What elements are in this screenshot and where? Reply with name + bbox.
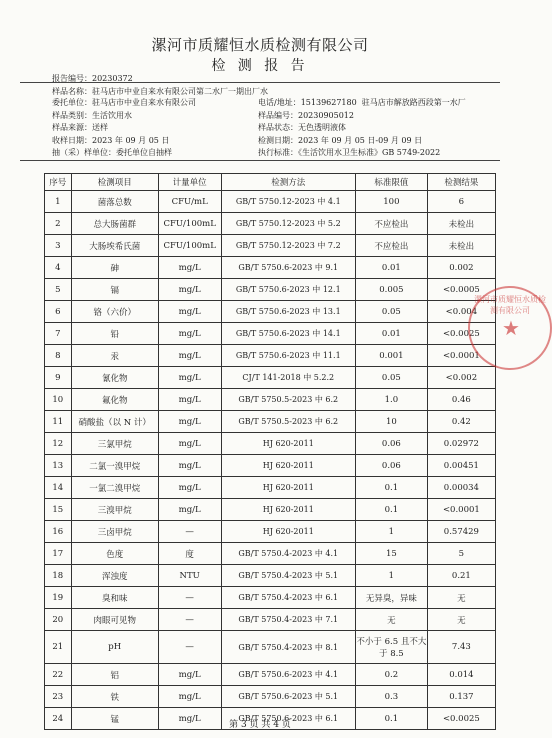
table-row — [45, 411, 496, 433]
cell-no: 6 — [45, 301, 72, 323]
cell-limit: 1 — [355, 565, 427, 587]
table-header-row — [45, 174, 496, 191]
cell-result: 5 — [427, 543, 495, 565]
cell-result: 0.42 — [427, 411, 495, 433]
cell-result: 6 — [427, 191, 495, 213]
sampling-unit — [52, 147, 172, 158]
cell-no: 2 — [45, 213, 72, 235]
cell-no: 19 — [45, 587, 72, 609]
cell-unit: — — [158, 521, 221, 543]
cell-no: 1 — [45, 191, 72, 213]
cell-item: 铁 — [71, 686, 158, 708]
info-divider — [20, 160, 500, 161]
cell-limit: 15 — [355, 543, 427, 565]
sample-name-label: 样品名称： — [52, 87, 92, 96]
table-row — [45, 609, 496, 631]
cell-unit: mg/L — [158, 367, 221, 389]
cell-method: GB/T 5750.5-2023 中 6.2 — [221, 411, 355, 433]
cell-method: HJ 620-2011 — [221, 455, 355, 477]
test-date — [258, 135, 422, 146]
cell-limit: 0.005 — [355, 279, 427, 301]
cell-result: <0.0025 — [427, 708, 495, 730]
cell-method: GB/T 5750.6-2023 中 12.1 — [221, 279, 355, 301]
cell-method: HJ 620-2011 — [221, 433, 355, 455]
cell-method: GB/T 5750.12-2023 中 5.2 — [221, 213, 355, 235]
sample-state — [258, 122, 346, 133]
cell-item: 汞 — [71, 345, 158, 367]
sample-type-label: 样品类别： — [52, 111, 92, 120]
cell-item: 铅 — [71, 323, 158, 345]
cell-limit: 0.1 — [355, 708, 427, 730]
cell-unit: mg/L — [158, 455, 221, 477]
receive-date-value: 2023 年 09 月 05 日 — [92, 136, 170, 145]
cell-limit: 0.3 — [355, 686, 427, 708]
seal-text: 漯河市质耀恒水质检测有限公司 — [474, 295, 546, 315]
cell-method: GB/T 5750.6-2023 中 9.1 — [221, 257, 355, 279]
cell-limit: 0.1 — [355, 477, 427, 499]
cell-no: 9 — [45, 367, 72, 389]
cell-limit: 0.01 — [355, 257, 427, 279]
phone-value: 15139627180 — [300, 98, 357, 107]
cell-unit: mg/L — [158, 301, 221, 323]
cell-result: 7.43 — [427, 631, 495, 664]
cell-method: GB/T 5750.6-2023 中 14.1 — [221, 323, 355, 345]
cell-no: 7 — [45, 323, 72, 345]
sample-name — [52, 86, 268, 97]
table-row — [45, 279, 496, 301]
cell-result: <0.002 — [427, 367, 495, 389]
table-row — [45, 367, 496, 389]
cell-result: 0.00034 — [427, 477, 495, 499]
cell-no: 3 — [45, 235, 72, 257]
cell-no: 14 — [45, 477, 72, 499]
cell-result: 0.57429 — [427, 521, 495, 543]
cell-unit: mg/L — [158, 433, 221, 455]
cell-item: 氟化物 — [71, 389, 158, 411]
results-table — [44, 173, 496, 730]
cell-limit: 0.05 — [355, 367, 427, 389]
cell-unit: mg/L — [158, 411, 221, 433]
test-date-label: 检测日期： — [258, 136, 298, 145]
cell-item: 二氯一溴甲烷 — [71, 455, 158, 477]
cell-limit: 无 — [355, 609, 427, 631]
cell-method: GB/T 5750.6-2023 中 6.1 — [221, 708, 355, 730]
cell-unit: mg/L — [158, 708, 221, 730]
cell-limit: 0.05 — [355, 301, 427, 323]
company-seal — [468, 286, 552, 370]
top-divider — [20, 82, 500, 83]
cell-result: 0.002 — [427, 257, 495, 279]
table-row — [45, 686, 496, 708]
cell-limit: 0.06 — [355, 433, 427, 455]
cell-item: 臭和味 — [71, 587, 158, 609]
cell-unit: CFU/100mL — [158, 213, 221, 235]
cell-no: 16 — [45, 521, 72, 543]
cell-limit: 0.1 — [355, 499, 427, 521]
cell-method: HJ 620-2011 — [221, 521, 355, 543]
receive-date — [52, 135, 169, 146]
table-row — [45, 543, 496, 565]
cell-result: 0.014 — [427, 664, 495, 686]
test-date-value: 2023 年 09 月 05 日-09 月 09 日 — [298, 136, 423, 145]
cell-result: <0.0001 — [427, 345, 495, 367]
cell-unit: mg/L — [158, 257, 221, 279]
sample-state-label: 样品状态： — [258, 123, 298, 132]
cell-limit: 0.2 — [355, 664, 427, 686]
table-row — [45, 191, 496, 213]
col-item-header: 检测项目 — [71, 174, 158, 191]
sample-number-label: 样品编号： — [258, 111, 298, 120]
cell-item: 铝 — [71, 664, 158, 686]
cell-result: 未检出 — [427, 235, 495, 257]
table-row — [45, 499, 496, 521]
cell-item: 锰 — [71, 708, 158, 730]
cell-unit: mg/L — [158, 477, 221, 499]
cell-no: 5 — [45, 279, 72, 301]
cell-limit: 1 — [355, 521, 427, 543]
cell-unit: mg/L — [158, 664, 221, 686]
cell-method: GB/T 5750.4-2023 中 8.1 — [221, 631, 355, 664]
table-row — [45, 587, 496, 609]
col-result-header: 检测结果 — [427, 174, 495, 191]
cell-item: 氰化物 — [71, 367, 158, 389]
cell-item: 一氯二溴甲烷 — [71, 477, 158, 499]
phone-address-label: 电话/地址： — [258, 98, 301, 107]
cell-method: GB/T 5750.6-2023 中 5.1 — [221, 686, 355, 708]
cell-method: GB/T 5750.6-2023 中 13.1 — [221, 301, 355, 323]
report-number-label: 报告编号： — [52, 74, 92, 83]
cell-method: GB/T 5750.4-2023 中 6.1 — [221, 587, 355, 609]
cell-no: 13 — [45, 455, 72, 477]
sampling-unit-value: 委托单位自抽样 — [116, 148, 172, 157]
table-row — [45, 345, 496, 367]
cell-unit: mg/L — [158, 279, 221, 301]
cell-method: GB/T 5750.5-2023 中 6.2 — [221, 389, 355, 411]
cell-unit: — — [158, 609, 221, 631]
sample-type — [52, 110, 132, 121]
sample-source-value: 送样 — [92, 123, 108, 132]
cell-result: <0.004 — [427, 301, 495, 323]
cell-limit: 不小于 6.5 且不大于 8.5 — [355, 631, 427, 664]
cell-unit: mg/L — [158, 345, 221, 367]
table-row — [45, 433, 496, 455]
cell-no: 23 — [45, 686, 72, 708]
table-row — [45, 323, 496, 345]
cell-item: 三卤甲烷 — [71, 521, 158, 543]
cell-item: pH — [71, 631, 158, 664]
company-title: 漯河市质耀恒水质检测有限公司 — [151, 36, 369, 54]
cell-result: <0.0005 — [427, 279, 495, 301]
cell-no: 12 — [45, 433, 72, 455]
cell-no: 4 — [45, 257, 72, 279]
cell-method: GB/T 5750.6-2023 中 11.1 — [221, 345, 355, 367]
cell-unit: NTU — [158, 565, 221, 587]
table-row — [45, 477, 496, 499]
table-row — [45, 521, 496, 543]
client — [52, 97, 196, 108]
sample-state-value: 无色透明液体 — [298, 123, 346, 132]
cell-no: 11 — [45, 411, 72, 433]
standard — [258, 147, 440, 158]
address-value: 驻马店市解放路西段第一水厂 — [361, 98, 466, 107]
cell-item: 肉眼可见物 — [71, 609, 158, 631]
cell-item: 三溴甲烷 — [71, 499, 158, 521]
cell-no: 17 — [45, 543, 72, 565]
cell-result: 0.21 — [427, 565, 495, 587]
cell-unit: CFU/100mL — [158, 235, 221, 257]
cell-unit: mg/L — [158, 389, 221, 411]
cell-no: 8 — [45, 345, 72, 367]
cell-result: 无 — [427, 609, 495, 631]
table-row — [45, 389, 496, 411]
cell-item: 砷 — [71, 257, 158, 279]
client-value: 驻马店市中业自来水有限公司 — [92, 98, 196, 107]
cell-no: 22 — [45, 664, 72, 686]
cell-no: 18 — [45, 565, 72, 587]
cell-result: 0.46 — [427, 389, 495, 411]
cell-unit: mg/L — [158, 686, 221, 708]
cell-result: 0.00451 — [427, 455, 495, 477]
cell-limit: 不应检出 — [355, 213, 427, 235]
sample-type-value: 生活饮用水 — [92, 111, 132, 120]
cell-result: <0.0001 — [427, 499, 495, 521]
col-limit-header: 标准限值 — [355, 174, 427, 191]
cell-limit: 不应检出 — [355, 235, 427, 257]
cell-limit: 10 — [355, 411, 427, 433]
cell-no: 20 — [45, 609, 72, 631]
cell-method: GB/T 5750.12-2023 中 4.1 — [221, 191, 355, 213]
cell-method: GB/T 5750.4-2023 中 7.1 — [221, 609, 355, 631]
cell-method: HJ 620-2011 — [221, 477, 355, 499]
cell-method: HJ 620-2011 — [221, 499, 355, 521]
col-method-header: 检测方法 — [221, 174, 355, 191]
cell-limit: 0.01 — [355, 323, 427, 345]
sampling-unit-label: 抽（采）样单位： — [52, 148, 116, 157]
cell-no: 10 — [45, 389, 72, 411]
standard-value: 《生活饮用水卫生标准》GB 5749-2022 — [298, 148, 441, 157]
standard-label: 执行标准： — [258, 148, 298, 157]
table-row — [45, 565, 496, 587]
table-row — [45, 235, 496, 257]
col-no-header: 序号 — [45, 174, 72, 191]
cell-item: 浑浊度 — [71, 565, 158, 587]
table-row — [45, 455, 496, 477]
cell-item: 大肠埃希氏菌 — [71, 235, 158, 257]
cell-limit: 0.001 — [355, 345, 427, 367]
sample-number — [258, 110, 354, 121]
receive-date-label: 收样日期： — [52, 136, 92, 145]
col-unit-header: 计量单位 — [158, 174, 221, 191]
cell-no: 24 — [45, 708, 72, 730]
cell-item: 铬（六价） — [71, 301, 158, 323]
cell-method: GB/T 5750.12-2023 中 7.2 — [221, 235, 355, 257]
report-number-value: 20230372 — [92, 74, 133, 83]
report-title: 检 测 报 告 — [211, 58, 309, 74]
cell-limit: 100 — [355, 191, 427, 213]
cell-item: 色度 — [71, 543, 158, 565]
table-row — [45, 301, 496, 323]
cell-result: 未检出 — [427, 213, 495, 235]
cell-method: GB/T 5750.6-2023 中 4.1 — [221, 664, 355, 686]
cell-result: <0.0025 — [427, 323, 495, 345]
cell-item: 硝酸盐（以 N 计） — [71, 411, 158, 433]
table-row — [45, 631, 496, 664]
cell-result: 0.02972 — [427, 433, 495, 455]
cell-item: 镉 — [71, 279, 158, 301]
cell-unit: CFU/mL — [158, 191, 221, 213]
page-footer: 第 3 页 共 4 页 — [229, 720, 291, 730]
cell-item: 菌落总数 — [71, 191, 158, 213]
cell-unit: 度 — [158, 543, 221, 565]
results-table-body — [45, 191, 496, 730]
client-label: 委托单位： — [52, 98, 92, 107]
cell-result: 无 — [427, 587, 495, 609]
cell-limit: 0.06 — [355, 455, 427, 477]
table-row — [45, 213, 496, 235]
sample-number-value: 20230905012 — [298, 111, 354, 120]
phone-address — [258, 97, 466, 108]
cell-unit: mg/L — [158, 499, 221, 521]
cell-method: CJ/T 141-2018 中 5.2.2 — [221, 367, 355, 389]
seal-star-icon: ★ — [502, 316, 520, 340]
cell-item: 三氯甲烷 — [71, 433, 158, 455]
sample-source — [52, 122, 108, 133]
cell-unit: — — [158, 631, 221, 664]
cell-method: GB/T 5750.4-2023 中 4.1 — [221, 543, 355, 565]
table-row — [45, 257, 496, 279]
cell-unit: mg/L — [158, 323, 221, 345]
sample-name-value: 驻马店市中业自来水有限公司第二水厂一期出厂水 — [92, 87, 268, 96]
cell-no: 15 — [45, 499, 72, 521]
cell-method: GB/T 5750.4-2023 中 5.1 — [221, 565, 355, 587]
cell-item: 总大肠菌群 — [71, 213, 158, 235]
cell-limit: 无异臭，异味 — [355, 587, 427, 609]
table-row — [45, 664, 496, 686]
cell-unit: — — [158, 587, 221, 609]
cell-no: 21 — [45, 631, 72, 664]
sample-source-label: 样品来源： — [52, 123, 92, 132]
cell-result: 0.137 — [427, 686, 495, 708]
cell-limit: 1.0 — [355, 389, 427, 411]
